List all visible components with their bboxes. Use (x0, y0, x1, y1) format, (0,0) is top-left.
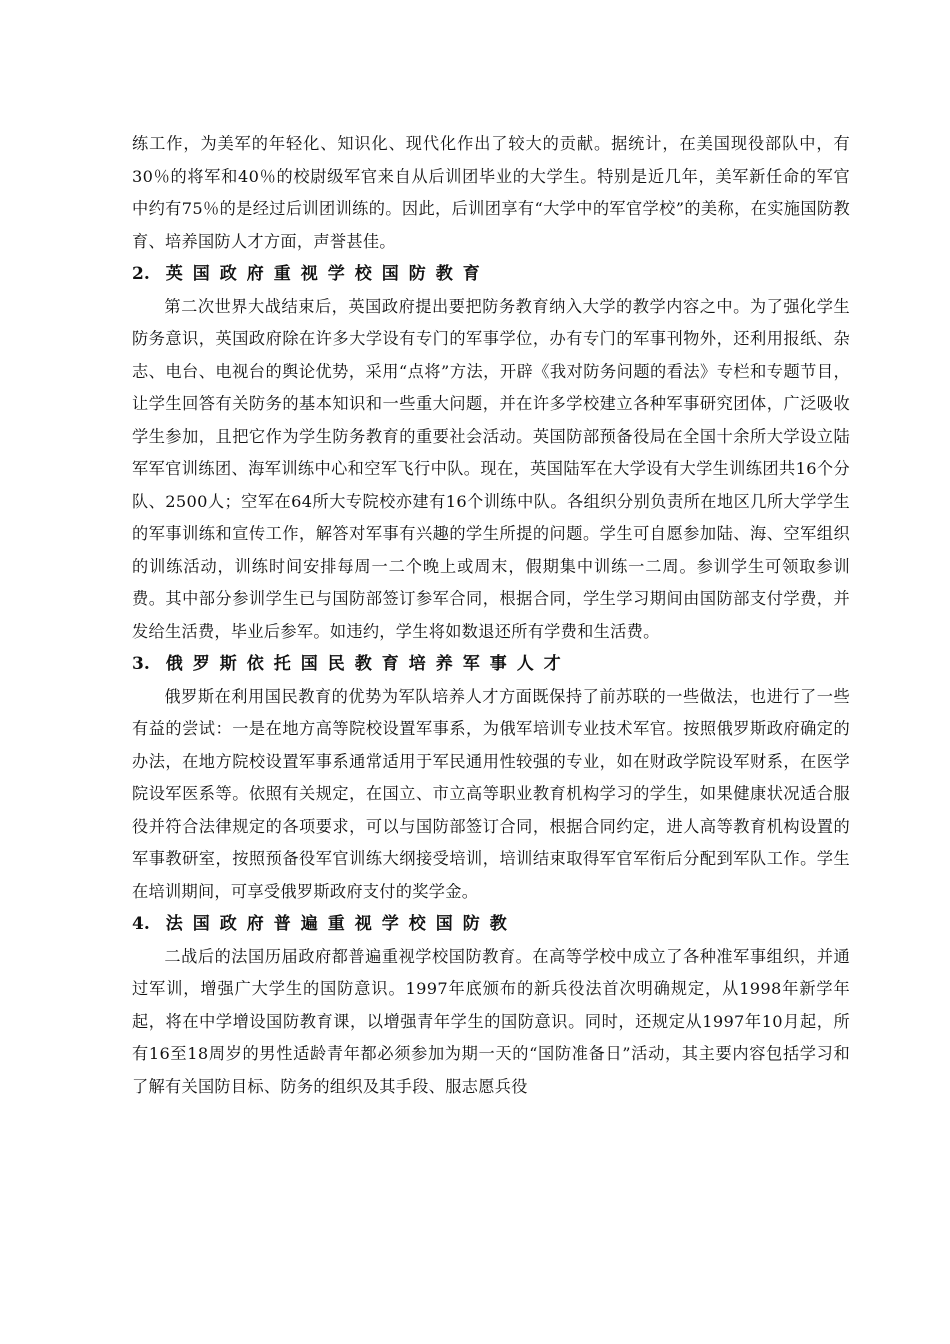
paragraph-france: 二战后的法国历届政府都普遍重视学校国防教育。在高等学校中成立了各种准军事组织，并通过军训，增强广大学生的国防意识。1997年底颁布的新兵役法首次明确规定，从1998年新学年起，将在中学增设国防教育课，以增强青年学生的国防意识。同时，还规定从1997年10月起，所有16至18周岁的男性适龄青年都必须参加为期一天的“国防准备日”活动，其主要内容包括学习和了解有关国防目标、防务的组织及其手段、服志愿兵役 (132, 946, 850, 1096)
section-number: 2. (132, 264, 150, 284)
section-number: 3. (132, 654, 150, 674)
section-heading-france (132, 908, 850, 941)
section-title: 法国政府普遍重视学校国防教 (165, 914, 517, 934)
document-page (132, 128, 850, 1103)
section-heading-uk (132, 258, 850, 291)
section-heading-russia (132, 648, 850, 681)
section-title: 英国政府重视学校国防教育 (165, 264, 490, 284)
paragraph-russia: 俄罗斯在利用国民教育的优势为军队培养人才方面既保持了前苏联的一些做法，也进行了一些有益的尝试：一是在地方高等院校设置军事系，为俄军培训专业技术军官。按照俄罗斯政府确定的办法，在地方院校设置军事系通常适用于军民通用性较强的专业，如在财政学院设军财系，在医学院设军医系等。依照有关规定，在国立、市立高等职业教育机构学习的学生，如果健康状况适合服役并符合法律规定的各项要求，可以与国防部签订合同，根据合同约定，进人高等教育机构设置的军事教研室，按照预备役军官训练大纲接受培训，培训结束取得军官军衔后分配到军队工作。学生在培训期间，可享受俄罗斯政府支付的奖学金。 (132, 686, 850, 901)
paragraph-uk: 第二次世界大战结束后，英国政府提出要把防务教育纳入大学的教学内容之中。为了强化学生防务意识，英国政府除在许多大学设有专门的军事学位，办有专门的军事刊物外，还利用报纸、杂志、电台、电视台的舆论优势，采用“点将”方法，开辟《我对防务问题的看法》专栏和专题节目，让学生回答有关防务的基本知识和一些重大问题，并在许多学校建立各种军事研究团体，广泛吸收学生参加，且把它作为学生防务教育的重要社会活动。英国防部预备役局在全国十余所大学设立陆军军官训练团、海军训练中心和空军飞行中队。现在，英国陆军在大学设有大学生训练团共16个分队、2500人；空军在64所大专院校亦建有16个训练中队。各组织分别负责所在地区几所大学学生的军事训练和宣传工作，解答对军事有兴趣的学生所提的问题。学生可自愿参加陆、海、空军组织的训练活动，训练时间安排每周一二个晚上或周末，假期集中训练一二周。参训学生可领取参训费。其中部分参训学生已与国防部签订参军合同，根据合同，学生学习期间由国防部支付学费，并发给生活费，毕业后参军。如违约，学生将如数退还所有学费和生活费。 (132, 296, 850, 641)
section-title: 俄罗斯依托国民教育培养军事人才 (165, 654, 571, 674)
section-number: 4. (132, 914, 150, 934)
paragraph-us-rotc-continuation: 练工作，为美军的年轻化、知识化、现代化作出了较大的贡献。据统计，在美国现役部队中，有30％的将军和40％的校尉级军官来自从后训团毕业的大学生。特别是近几年，美军新任命的军官中约有75％的是经过后训团训练的。因此，后训团享有“大学中的军官学校”的美称，在实施国防教育、培养国防人才方面，声誉甚佳。 (132, 134, 850, 251)
